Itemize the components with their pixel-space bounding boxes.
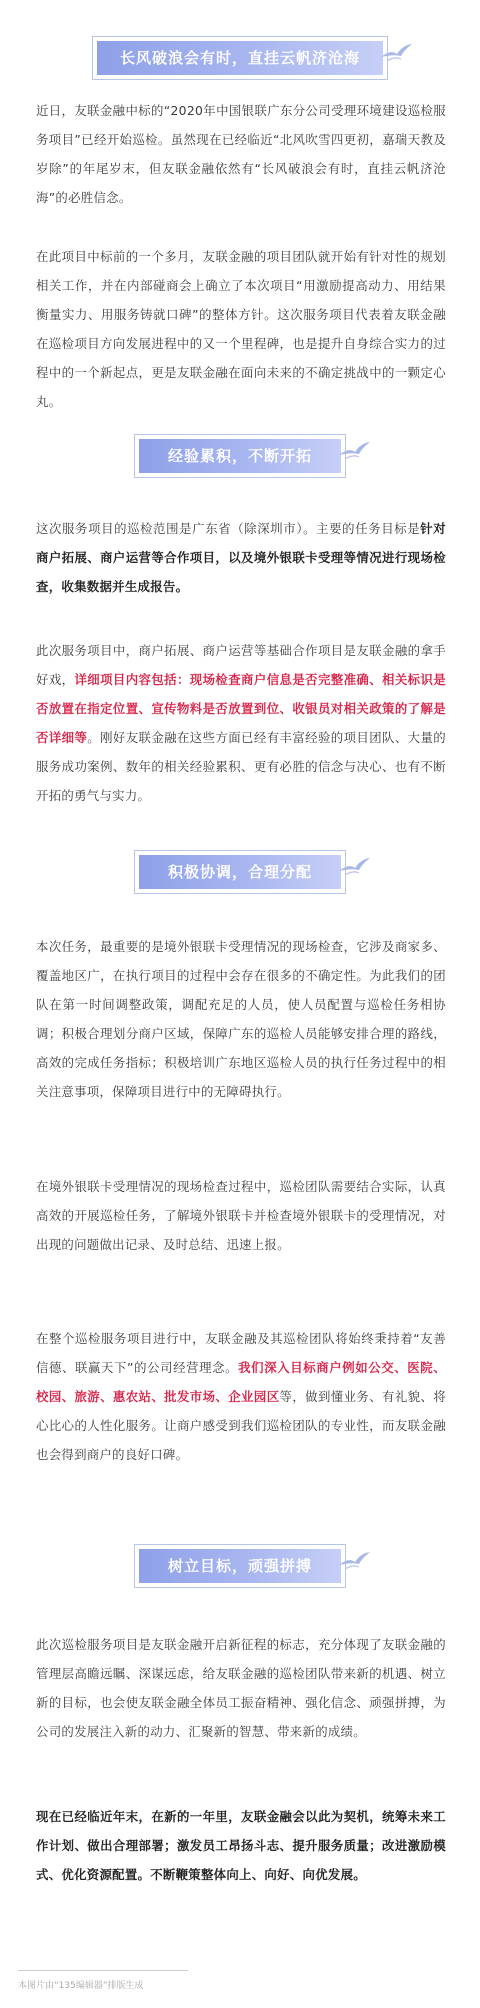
highlighted-text: 我们深入目标商户例如公交、医院、校园、旅游、惠农站、批发市场、企业园区 [36,1360,446,1404]
section-title: 长风破浪会有时，直挂云帆济沧海 [97,41,383,75]
text-run: 此次服务项目中，商户拓展、商户运营等基础合作项目是友联金融的拿手好戏， [36,643,446,687]
text-run: 。刚好友联金融在这些方面已经有丰富经验的项目团队、大量的服务成功案例、数年的相关经验累积、更有必胜的信念与决心、也有不断开拓的勇气与实力。 [36,730,446,803]
text-run: 在整个巡检服务项目进行中，友联金融及其巡检团队将始终秉持着“友善信德、联赢天下”的公司经营理念。 [36,1331,446,1375]
section-heading-1 [0,36,480,80]
paragraph [36,1324,446,1469]
section-heading-frame [92,36,388,80]
paragraph [36,932,446,1106]
section-heading-frame [134,434,346,478]
text-run: 本次任务，最重要的是境外银联卡受理情况的现场检查，它涉及商家多、覆盖地区广，在执行项目的过程中会存在很多的不确定性。为此我们的团队在第一时间调整政策，调配充足的人员，使人员配置与巡检任务相协调；积极合理划分商户区域，保障广东的巡检人员能够安排合理的路线，高效的完成任务指标；积极培训广东地区巡检人员的执行任务过程中的相关注意事项，保障项目进行中的无障碍执行。 [36,939,446,1099]
text-run: 近日，友联金融中标的“2020年中国银联广东分公司受理环境建设巡检服务项目”已经开始巡检。虽然现在已经临近“北风吹雪四更初，嘉瑞天教及岁除”的年尾岁末，但友联金融依然有“长风破浪会有时，直挂云帆济沧海”的必胜信念。 [36,103,446,205]
flying-bird-icon [337,1549,371,1575]
paragraph [36,242,446,416]
text-run: 此次巡检服务项目是友联金融开启新征程的标志，充分体现了友联金融的管理层高瞻远瞩、深谋远虑，给友联金融的巡检团队带来新的机遇、树立新的目标，也会使友联金融全体员工振奋精神、强化信念、顽强拼搏，为公司的发展注入新的动力、汇聚新的智慧、带来新的成绩。 [36,1637,446,1739]
text-run: 在此项目中标前的一个多月，友联金融的项目团队就开始有针对性的规划相关工作，并在内部碰商会上确立了本次项目“用激励提高动力、用结果衡量实力、用服务铸就口碑”的整体方针。这次服务项目代表着友联金融在巡检项目方向发展进程中的又一个里程碑，也是提升自身综合实力的过程中的一个新起点，更是友联金融在面向未来的不确定挑战中的一颗定心丸。 [36,249,446,409]
flying-bird-icon [337,439,371,465]
section-title: 积极协调，合理分配 [139,855,341,889]
text-run: 等，做到懂业务、有礼貌、将心比心的人性化服务。让商户感受到我们巡检团队的专业性，而友联金融也会得到商户的良好口碑。 [36,1389,446,1462]
flying-bird-icon [379,41,413,67]
section-heading-2 [0,434,480,478]
text-run: 这次服务项目的巡检范围是广东省（除深圳市）。主要的任务目标是 [36,521,421,536]
highlighted-text: 详细项目内容包括：现场检查商户信息是否完整准确、相关标识是否放置在指定位置、宣传物料是否放置到位、收银员对相关政策的了解是否详细等 [36,672,446,745]
section-title: 树立目标，顽强拼搏 [139,1549,341,1583]
paragraph [36,96,446,212]
paragraph [36,514,446,601]
paragraph [36,1172,446,1259]
text-run: 在境外银联卡受理情况的现场检查过程中，巡检团队需要结合实际，认真高效的开展巡检任务，了解境外银联卡并检查境外银联卡的受理情况，对出现的问题做出记录、及时总结、迅速上报。 [36,1179,446,1252]
bold-text: 针对商户拓展、商户运营等合作项目，以及境外银联卡受理等情况进行现场检查，收集数据并生成报告。 [36,521,446,594]
paragraph [36,636,446,810]
paragraph [36,1630,446,1746]
section-heading-frame [134,1544,346,1588]
section-heading-4 [0,1544,480,1588]
bold-text: 现在已经临近年末，在新的一年里，友联金融会以此为契机，统筹未来工作计划、做出合理部署；激发员工昂扬斗志、提升服务质量；改进激励模式、优化资源配置。不断鞭策整体向上、向好、向优发展。 [36,1809,446,1882]
flying-bird-icon [337,855,371,881]
paragraph [36,1802,446,1889]
footer-divider [18,1970,188,1971]
footer-credit: 本图片由“135编辑器”排版生成 [18,1981,144,1991]
section-heading-frame [134,850,346,894]
section-heading-3 [0,850,480,894]
section-title: 经验累积，不断开拓 [139,439,341,473]
